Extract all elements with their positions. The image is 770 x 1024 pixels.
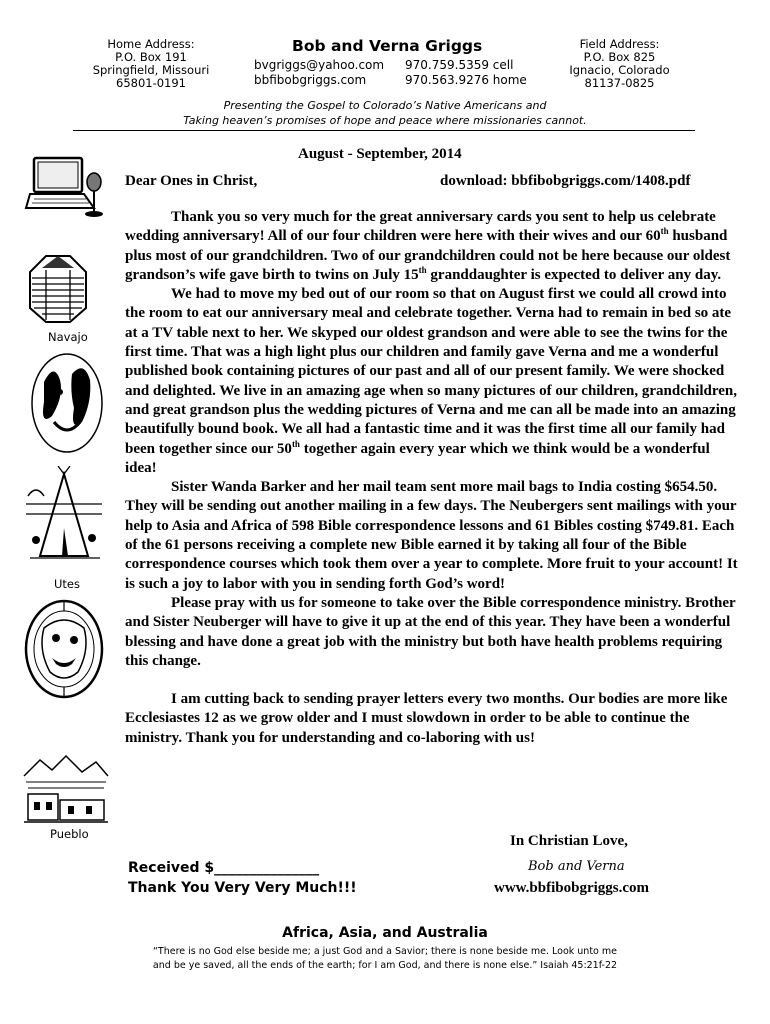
paragraph [125,285,745,478]
contact-left [254,58,384,88]
letter-date: August - September, 2014 [298,146,462,162]
contact-right [405,58,527,88]
home-address-line: P.O. Box 191 [115,50,187,64]
closing: In Christian Love, [510,833,628,849]
paragraph [125,208,745,285]
website[interactable]: bbfibobgriggs.com [254,73,367,87]
home-address-label: Home Address: [107,37,195,51]
salutation: Dear Ones in Christ, [125,173,258,189]
field-address-line: P.O. Box 825 [583,50,656,64]
tagline-line: Presenting the Gospel to Colorado’s Native Americans and [223,99,547,112]
navajo-design-icon [30,352,104,454]
paragraph-text: together again every year which we think would be a wonderful idea! [125,440,710,476]
paragraph-text: granddaughter is expected to deliver any day. [426,266,722,283]
pueblo-label: Pueblo [50,827,89,841]
field-address-label: Field Address: [579,37,660,51]
paragraph: I am cutting back to sending prayer letters every two months. Our bodies are more like Ecclesiastes 12 as we grow older and I must slowdown in order to be able to continue the ministry. Thank you for understanding and co-laboring with us! [125,691,728,746]
hogan-icon [24,250,92,328]
home-phone: 970.563.9276 home [405,73,527,87]
paragraph: Please pray with us for someone to take over the Bible correspondence ministry. Brother and Sister Neuberger will have to give it up at the end of this year. They have been a wonderful blessing and have done a great job with the ministry but both have health problems requiring this change. [125,594,736,669]
header-rule [73,130,695,131]
receipt-block [128,858,357,898]
footer-verse [0,945,770,973]
paragraph: Sister Wanda Barker and her mail team sent more mail bags to India costing $654.50. They will be sending out another mailing in a few days. The Neubergers sent mailings with your help to Asia and Africa of 598 Bible correspondence lessons and 61 Bibles costing $749.81. Each of the 61 persons receiving a complete new Bible earned it by taking all four of the Bible correspondence courses which took them over a year to complete. More fruit to your account! It is such a joy to labor with you in sending forth God’s word! [125,479,738,592]
verse-line: “There is no God else beside me; a just God and a Savior; there is none beside me. Look unto me [153,946,617,957]
signature: Bob and Verna [528,859,625,874]
paragraph-text: Thank you so very much for the great anniversary cards you sent to help us celebrate wedding anniversary! All of our four children were here with their wives and our 60 [125,209,716,245]
superscript: th [418,264,427,275]
field-address-line: Ignacio, Colorado [569,63,670,77]
home-address-line: Springfield, Missouri [92,63,210,77]
superscript: th [660,226,669,237]
laptop-microphone-icon [24,152,108,222]
ute-medallion-icon [24,598,104,700]
thank-you-line: Thank You Very Very Much!!! [128,880,357,896]
footer-title: Africa, Asia, and Australia [282,925,488,941]
paragraph-text: husband plus most of our grandchildren. Two of our grandchildren could not be here because our oldest grandson’s wife gave birth to twins on July 15 [125,228,731,283]
paragraph-text: We had to move my bed out of our room so that on August first we could all crowd into the room to eat our anniversary meal and celebrate together. Verna had to remain in bed so ate at a TV table next to her. We skyped our oldest grandson and were able to see the twins for the first time. That was a high light plus our children and family gave Verna and me a wonderful published book containing pictures of our past and all of our present family. We were shocked and delighted. We live in an amazing age when so many pictures of our children, grandchildren, and great grandson plus the wedding pictures of Verna and me can all be made into an amazing beautifully bound book. We all had a fantastic time and it was the first time all our family had been together since our 50 [125,286,738,457]
field-address-line: 81137-0825 [584,76,655,90]
received-line: Received $_______________ [128,860,320,876]
superscript: th [291,438,300,449]
cell-phone: 970.759.5359 cell [405,58,514,72]
navajo-label: Navajo [48,330,88,344]
pueblo-scene-icon [22,748,110,826]
tagline-line: Taking heaven’s promises of hope and peace where missionaries cannot. [183,114,587,127]
letterhead-name: Bob and Verna Griggs [292,37,483,55]
home-address [92,38,210,90]
signature-website[interactable]: www.bbfibobgriggs.com [494,880,650,896]
tagline [0,98,770,128]
field-address [562,38,677,90]
home-address-line: 65801-0191 [116,76,186,90]
download-link[interactable]: download: bbfibobgriggs.com/1408.pdf [440,173,691,189]
utes-label: Utes [54,577,80,591]
verse-line: and be ye saved, all the ends of the earth; for I am God, and there is none else.” Isaiah 45:21f-22 [152,960,618,971]
teepee-scene-icon [22,466,106,566]
email[interactable]: bvgriggs@yahoo.com [254,58,385,72]
letter-body [125,208,745,748]
